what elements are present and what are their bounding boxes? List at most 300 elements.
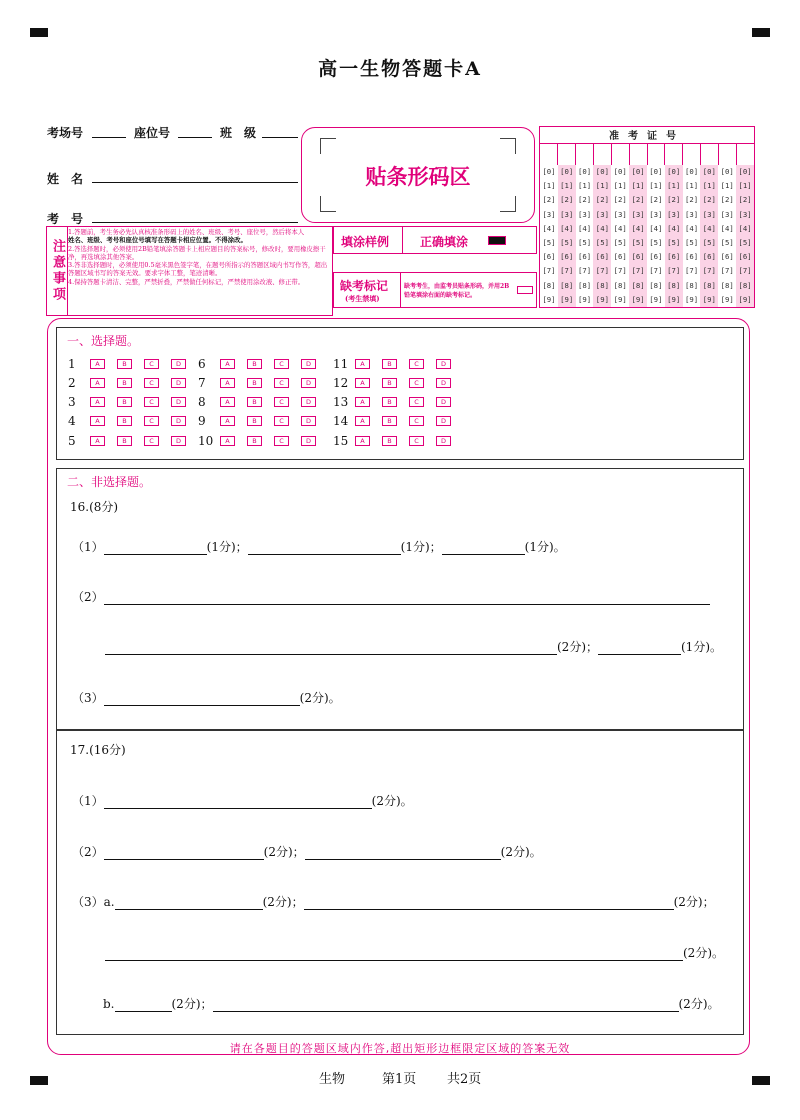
q17-part-3-number: （3） xyxy=(72,895,104,909)
id-bubble[interactable]: [3] xyxy=(629,208,647,222)
absent-mark-box[interactable] xyxy=(517,286,533,294)
id-bubble[interactable]: [3] xyxy=(665,208,683,222)
id-bubble[interactable]: [9] xyxy=(736,293,754,307)
id-bubble[interactable]: [4] xyxy=(665,222,683,236)
name-label: 姓 名 xyxy=(47,172,84,186)
id-bubble[interactable]: [4] xyxy=(629,222,647,236)
answer-blank[interactable] xyxy=(104,593,710,605)
score-note: (2分)； xyxy=(171,997,213,1011)
choice-bubble-a[interactable]: A xyxy=(220,359,235,369)
absent-label: 缺考标记 xyxy=(340,279,389,293)
choice-bubble-a[interactable]: A xyxy=(220,416,235,426)
choice-bubble-c[interactable]: C xyxy=(144,397,159,407)
exam-id-write-row[interactable] xyxy=(540,143,754,165)
answer-blank[interactable] xyxy=(304,898,674,910)
answer-blank[interactable] xyxy=(104,694,300,706)
id-bubble[interactable]: [6] xyxy=(542,252,556,262)
id-bubble[interactable]: [7] xyxy=(684,266,699,276)
registration-mark-bottom-right xyxy=(752,1076,770,1085)
id-bubble[interactable]: [6] xyxy=(649,252,663,262)
id-bubble[interactable]: [6] xyxy=(736,250,754,264)
id-bubble[interactable]: [9] xyxy=(665,293,683,307)
id-bubble[interactable]: [9] xyxy=(577,294,592,304)
answer-blank[interactable] xyxy=(104,543,207,555)
id-digit-cell[interactable] xyxy=(701,143,719,165)
id-bubble[interactable]: [9] xyxy=(593,293,611,307)
notice-items xyxy=(68,228,332,286)
id-bubble[interactable]: [2] xyxy=(558,193,576,207)
choice-bubble-b[interactable]: B xyxy=(382,416,397,426)
choice-bubble-d[interactable]: D xyxy=(436,359,451,369)
id-bubble[interactable]: [0] xyxy=(649,167,663,176)
id-bubble-row xyxy=(540,179,754,193)
id-digit-cell[interactable] xyxy=(540,143,558,165)
id-bubble[interactable]: [9] xyxy=(720,294,734,304)
choice-bubble-d[interactable]: D xyxy=(436,397,451,407)
score-note: (1分)。 xyxy=(681,640,722,654)
id-bubble[interactable]: [9] xyxy=(629,293,647,307)
id-bubble[interactable]: [5] xyxy=(577,237,592,247)
barcode-corner xyxy=(500,196,516,212)
id-bubble[interactable]: [5] xyxy=(684,237,699,247)
choice-bubble-c[interactable]: C xyxy=(144,359,159,369)
id-bubble[interactable]: [7] xyxy=(577,266,592,276)
id-bubble[interactable]: [0] xyxy=(629,165,647,179)
choice-bubble-d[interactable]: D xyxy=(301,436,316,446)
id-bubble[interactable]: [1] xyxy=(736,179,754,193)
id-bubble[interactable]: [1] xyxy=(542,181,556,191)
id-digit-cell[interactable] xyxy=(719,143,737,165)
choice-bubble-c[interactable]: C xyxy=(409,397,424,407)
id-bubble[interactable]: [7] xyxy=(593,264,611,278)
id-bubble[interactable]: [1] xyxy=(665,179,683,193)
choice-question xyxy=(333,433,463,449)
id-bubble[interactable]: [2] xyxy=(665,193,683,207)
score-note: (2分)。 xyxy=(500,845,542,859)
id-bubble[interactable]: [4] xyxy=(577,223,592,233)
exam-room-field[interactable] xyxy=(92,137,126,138)
answer-blank[interactable] xyxy=(105,643,557,655)
id-bubble[interactable]: [7] xyxy=(736,264,754,278)
choice-bubble-c[interactable]: C xyxy=(144,416,159,426)
choice-bubble-d[interactable]: D xyxy=(436,416,451,426)
id-bubble[interactable]: [5] xyxy=(665,236,683,250)
q17-line-1 xyxy=(72,792,413,809)
choice-bubble-a[interactable]: A xyxy=(90,378,105,388)
q16-part-3-number: （3） xyxy=(72,691,104,705)
id-bubble[interactable]: [6] xyxy=(613,252,627,262)
choice-bubble-c[interactable]: C xyxy=(409,359,424,369)
id-bubble[interactable]: [7] xyxy=(542,266,556,276)
fill-sample-label: 填涂样例 xyxy=(341,235,390,249)
choice-bubble-c[interactable]: C xyxy=(274,378,289,388)
choice-bubble-c[interactable]: C xyxy=(274,359,289,369)
choice-bubble-d[interactable]: D xyxy=(171,397,186,407)
q17-line-3 xyxy=(72,893,715,910)
id-bubble[interactable]: [9] xyxy=(558,293,576,307)
choice-bubble-d[interactable]: D xyxy=(171,416,186,426)
id-bubble[interactable]: [1] xyxy=(629,179,647,193)
exam-id-bubble-rows[interactable] xyxy=(540,165,754,307)
id-bubble[interactable]: [4] xyxy=(720,223,734,233)
choice-bubble-c[interactable]: C xyxy=(144,378,159,388)
question-number: 6 xyxy=(198,357,206,371)
subject-label: 生物 xyxy=(319,1072,346,1087)
id-bubble[interactable]: [6] xyxy=(629,250,647,264)
question-number: 3 xyxy=(68,395,76,409)
answer-blank[interactable] xyxy=(104,848,264,860)
question-number: 14 xyxy=(333,414,349,428)
name-field[interactable] xyxy=(92,182,298,183)
question-16-title: 16.(8分) xyxy=(70,500,119,514)
id-bubble[interactable]: [8] xyxy=(613,280,627,290)
choice-bubble-c[interactable]: C xyxy=(274,397,289,407)
page-title: 高一生物答题卡A xyxy=(318,58,482,80)
id-bubble[interactable]: [1] xyxy=(649,181,663,191)
answer-blank[interactable] xyxy=(598,643,681,655)
answer-blank[interactable] xyxy=(213,1000,679,1012)
score-note: (1分)； xyxy=(206,540,248,554)
id-bubble-row xyxy=(540,293,754,307)
id-bubble[interactable]: [5] xyxy=(629,236,647,250)
question-number: 7 xyxy=(198,376,206,390)
id-digit-cell[interactable] xyxy=(648,143,666,165)
exam-number-label: 考 号 xyxy=(47,212,84,226)
id-bubble[interactable]: [4] xyxy=(736,222,754,236)
notice-item xyxy=(68,236,332,244)
choice-bubble-c[interactable]: C xyxy=(274,416,289,426)
question-number: 4 xyxy=(68,414,76,428)
question-17-section xyxy=(56,730,744,1035)
id-bubble[interactable]: [5] xyxy=(613,237,627,247)
choice-question xyxy=(68,394,198,410)
score-note: (2分)； xyxy=(262,895,304,909)
score-note: (1分)。 xyxy=(524,540,566,554)
q16-line-2 xyxy=(72,588,710,605)
id-digit-cell[interactable] xyxy=(665,143,683,165)
choice-bubble-a[interactable]: A xyxy=(90,416,105,426)
choice-bubble-a[interactable]: A xyxy=(90,359,105,369)
answer-blank[interactable] xyxy=(305,848,501,860)
id-bubble[interactable]: [3] xyxy=(593,208,611,222)
notice-item: 3.答非选择题时，必须使用0.5毫米黑色签字笔，在题号所指示的答题区域内书写作答，超出答题区域书写的答案无效。要求字体工整，笔迹清晰。 xyxy=(68,261,328,278)
id-bubble[interactable]: [8] xyxy=(720,280,734,290)
choice-question xyxy=(333,413,463,429)
choice-bubble-a[interactable]: A xyxy=(355,416,370,426)
id-bubble[interactable]: [3] xyxy=(542,209,556,219)
choice-bubble-a[interactable]: A xyxy=(90,397,105,407)
id-bubble[interactable]: [3] xyxy=(700,208,718,222)
question-17-title: 17.(16分) xyxy=(70,743,126,757)
choice-bubble-b[interactable]: B xyxy=(247,378,262,388)
id-bubble[interactable]: [1] xyxy=(720,181,734,191)
exam-number-field[interactable] xyxy=(92,222,298,223)
id-bubble[interactable]: [7] xyxy=(720,266,734,276)
id-bubble[interactable]: [0] xyxy=(684,167,699,176)
id-bubble[interactable]: [0] xyxy=(558,165,576,179)
id-digit-cell[interactable] xyxy=(683,143,701,165)
id-bubble[interactable]: [7] xyxy=(665,264,683,278)
answer-blank[interactable] xyxy=(105,949,683,961)
choice-bubble-b[interactable]: B xyxy=(247,397,262,407)
id-bubble[interactable]: [9] xyxy=(542,294,556,304)
id-bubble[interactable]: [7] xyxy=(613,266,627,276)
registration-mark-top-left xyxy=(30,28,48,37)
score-note: (2分)。 xyxy=(371,794,413,808)
barcode-corner xyxy=(500,138,516,154)
id-bubble[interactable]: [3] xyxy=(720,209,734,219)
choice-bubble-d[interactable]: D xyxy=(171,359,186,369)
choice-bubble-c[interactable]: C xyxy=(274,436,289,446)
id-digit-cell[interactable] xyxy=(630,143,648,165)
id-digit-cell[interactable] xyxy=(576,143,594,165)
score-note: (1分)； xyxy=(400,540,442,554)
id-bubble[interactable]: [2] xyxy=(684,195,699,205)
choice-bubble-b[interactable]: B xyxy=(117,378,132,388)
choice-bubble-a[interactable]: A xyxy=(355,397,370,407)
choice-question xyxy=(198,375,328,391)
choice-bubble-b[interactable]: B xyxy=(382,436,397,446)
choice-bubble-b[interactable]: B xyxy=(117,359,132,369)
id-bubble[interactable]: [4] xyxy=(542,223,556,233)
id-bubble[interactable]: [4] xyxy=(700,222,718,236)
score-note: (2分)。 xyxy=(299,691,341,705)
question-number: 2 xyxy=(68,376,76,390)
answer-area-warning: 请在各题目的答题区域内作答,超出矩形边框限定区域的答案无效 xyxy=(229,1042,571,1055)
id-bubble[interactable]: [5] xyxy=(720,237,734,247)
choice-bubble-b[interactable]: B xyxy=(117,416,132,426)
choice-question xyxy=(198,356,328,372)
q17-line-2 xyxy=(72,843,542,860)
q17-line-5 xyxy=(103,995,720,1012)
id-bubble[interactable]: [3] xyxy=(577,209,592,219)
choice-bubble-b[interactable]: B xyxy=(247,436,262,446)
id-bubble[interactable]: [3] xyxy=(736,208,754,222)
id-bubble[interactable]: [2] xyxy=(700,193,718,207)
id-bubble[interactable]: [5] xyxy=(558,236,576,250)
id-bubble[interactable]: [5] xyxy=(700,236,718,250)
choice-bubble-d[interactable]: D xyxy=(301,359,316,369)
absent-sub-label: (考生禁填) xyxy=(345,294,380,303)
choice-bubble-b[interactable]: B xyxy=(117,436,132,446)
id-bubble[interactable]: [0] xyxy=(593,165,611,179)
choice-question xyxy=(198,394,328,410)
choice-bubble-b[interactable]: B xyxy=(117,397,132,407)
choice-bubble-b[interactable]: B xyxy=(382,359,397,369)
absent-divider xyxy=(400,272,401,308)
choice-question xyxy=(198,433,328,449)
id-bubble-row xyxy=(540,165,754,179)
choice-bubble-a[interactable]: A xyxy=(220,436,235,446)
id-bubble[interactable]: [7] xyxy=(629,264,647,278)
q16-part-2-number: （2） xyxy=(72,590,104,604)
id-bubble[interactable]: [0] xyxy=(665,165,683,179)
q16-line-1 xyxy=(72,538,566,555)
q17-part-3-prefix: a. xyxy=(103,895,115,909)
id-bubble[interactable]: [0] xyxy=(542,167,556,176)
id-bubble[interactable]: [5] xyxy=(736,236,754,250)
exam-id-title: 准考证号 xyxy=(609,131,685,142)
answer-blank[interactable] xyxy=(115,1000,172,1012)
id-bubble[interactable]: [1] xyxy=(577,181,592,191)
id-bubble[interactable]: [8] xyxy=(593,279,611,293)
choice-bubble-b[interactable]: B xyxy=(382,397,397,407)
answer-blank[interactable] xyxy=(104,797,372,809)
choice-bubble-a[interactable]: A xyxy=(220,378,235,388)
choice-bubble-b[interactable]: B xyxy=(247,416,262,426)
choice-bubble-a[interactable]: A xyxy=(220,397,235,407)
id-bubble-row xyxy=(540,208,754,222)
id-bubble[interactable]: [3] xyxy=(649,209,663,219)
id-bubble[interactable]: [2] xyxy=(593,193,611,207)
correct-fill-sample xyxy=(488,236,506,245)
seat-field[interactable] xyxy=(178,137,212,138)
choice-bubble-c[interactable]: C xyxy=(409,416,424,426)
id-bubble[interactable]: [2] xyxy=(720,195,734,205)
exam-id-grid[interactable] xyxy=(540,143,754,307)
choice-bubble-d[interactable]: D xyxy=(301,397,316,407)
id-bubble[interactable]: [8] xyxy=(558,279,576,293)
id-bubble[interactable]: [6] xyxy=(577,252,592,262)
non-choice-section-title: 二、非选择题。 xyxy=(67,475,152,489)
barcode-corner xyxy=(320,138,336,154)
id-bubble[interactable]: [5] xyxy=(593,236,611,250)
id-bubble[interactable]: [3] xyxy=(558,208,576,222)
choice-bubble-c[interactable]: C xyxy=(144,436,159,446)
answer-blank[interactable] xyxy=(248,543,401,555)
id-bubble[interactable]: [1] xyxy=(613,181,627,191)
score-note: (2分)； xyxy=(673,895,715,909)
id-bubble[interactable]: [9] xyxy=(649,294,663,304)
id-bubble[interactable]: [1] xyxy=(684,181,699,191)
id-digit-cell[interactable] xyxy=(558,143,576,165)
q16-line-3 xyxy=(72,689,341,706)
id-bubble[interactable]: [8] xyxy=(577,280,592,290)
choice-bubble-d[interactable]: D xyxy=(301,378,316,388)
id-bubble[interactable]: [6] xyxy=(593,250,611,264)
id-bubble[interactable]: [3] xyxy=(684,209,699,219)
id-bubble[interactable]: [8] xyxy=(542,280,556,290)
id-bubble[interactable]: [5] xyxy=(542,237,556,247)
id-bubble[interactable]: [9] xyxy=(700,293,718,307)
id-bubble[interactable]: [3] xyxy=(613,209,627,219)
id-bubble[interactable]: [6] xyxy=(720,252,734,262)
choice-question xyxy=(68,375,198,391)
id-bubble[interactable]: [9] xyxy=(684,294,699,304)
id-bubble[interactable]: [0] xyxy=(700,165,718,179)
choice-bubble-a[interactable]: A xyxy=(355,436,370,446)
choice-bubble-c[interactable]: C xyxy=(409,378,424,388)
id-bubble[interactable]: [7] xyxy=(649,266,663,276)
choice-bubble-d[interactable]: D xyxy=(436,378,451,388)
score-note: (2分)； xyxy=(557,640,598,654)
choice-question xyxy=(68,433,198,449)
id-bubble-row xyxy=(540,279,754,293)
id-digit-cell[interactable] xyxy=(594,143,612,165)
q17-part-b-prefix: b. xyxy=(103,997,115,1011)
choice-bubble-a[interactable]: A xyxy=(355,378,370,388)
id-bubble[interactable]: [8] xyxy=(629,279,647,293)
answer-blank[interactable] xyxy=(115,898,263,910)
choice-bubble-a[interactable]: A xyxy=(90,436,105,446)
id-bubble[interactable]: [2] xyxy=(629,193,647,207)
id-bubble[interactable]: [7] xyxy=(700,264,718,278)
id-bubble-row xyxy=(540,236,754,250)
id-bubble[interactable]: [8] xyxy=(649,280,663,290)
id-bubble[interactable]: [7] xyxy=(558,264,576,278)
id-bubble[interactable]: [6] xyxy=(684,252,699,262)
choice-question xyxy=(68,356,198,372)
choice-question xyxy=(333,394,463,410)
choice-bubble-c[interactable]: C xyxy=(409,436,424,446)
id-bubble-row xyxy=(540,222,754,236)
answer-blank[interactable] xyxy=(442,543,525,555)
id-bubble[interactable]: [6] xyxy=(665,250,683,264)
choice-question xyxy=(198,413,328,429)
id-bubble[interactable]: [8] xyxy=(665,279,683,293)
id-bubble[interactable]: [2] xyxy=(736,193,754,207)
choice-bubble-d[interactable]: D xyxy=(171,436,186,446)
q16-part-1-number: （1） xyxy=(72,540,104,554)
choice-bubble-a[interactable]: A xyxy=(355,359,370,369)
score-note: (2分)。 xyxy=(683,946,724,960)
choice-question xyxy=(68,413,198,429)
id-bubble[interactable]: [0] xyxy=(720,167,734,176)
notice-item-emphasis: 姓名、班级、考号和座位号填写在答题卡相应位置。不得涂改。 xyxy=(68,236,247,245)
id-bubble[interactable]: [2] xyxy=(577,195,592,205)
choice-bubble-d[interactable]: D xyxy=(301,416,316,426)
page-number: 第1页 xyxy=(382,1072,417,1087)
id-bubble[interactable]: [6] xyxy=(700,250,718,264)
id-bubble[interactable]: [6] xyxy=(558,250,576,264)
id-bubble[interactable]: [1] xyxy=(700,179,718,193)
id-bubble[interactable]: [2] xyxy=(613,195,627,205)
id-bubble[interactable]: [8] xyxy=(736,279,754,293)
id-bubble[interactable]: [0] xyxy=(577,167,592,176)
id-bubble[interactable]: [4] xyxy=(593,222,611,236)
choice-question xyxy=(333,356,463,372)
question-number: 10 xyxy=(198,434,214,448)
id-bubble[interactable]: [4] xyxy=(613,223,627,233)
id-bubble[interactable]: [2] xyxy=(649,195,663,205)
id-digit-cell[interactable] xyxy=(612,143,630,165)
id-bubble[interactable]: [4] xyxy=(558,222,576,236)
choice-bubble-b[interactable]: B xyxy=(247,359,262,369)
id-bubble[interactable]: [4] xyxy=(684,223,699,233)
q17-line-4 xyxy=(105,944,724,961)
id-bubble[interactable]: [1] xyxy=(558,179,576,193)
id-digit-cell[interactable] xyxy=(737,143,754,165)
id-bubble[interactable]: [8] xyxy=(684,280,699,290)
id-bubble[interactable]: [2] xyxy=(542,195,556,205)
id-bubble[interactable]: [0] xyxy=(736,165,754,179)
id-bubble[interactable]: [0] xyxy=(613,167,627,176)
id-bubble[interactable]: [9] xyxy=(613,294,627,304)
class-field[interactable] xyxy=(262,137,298,138)
q17-part-1-number: （1） xyxy=(72,794,104,808)
id-bubble[interactable]: [8] xyxy=(700,279,718,293)
barcode-area xyxy=(301,127,535,223)
fill-sample-divider xyxy=(402,226,403,254)
id-bubble[interactable]: [4] xyxy=(649,223,663,233)
question-number: 9 xyxy=(198,414,206,428)
registration-mark-top-right xyxy=(752,28,770,37)
choice-bubble-d[interactable]: D xyxy=(436,436,451,446)
id-bubble[interactable]: [1] xyxy=(593,179,611,193)
choice-bubble-b[interactable]: B xyxy=(382,378,397,388)
choice-bubble-d[interactable]: D xyxy=(171,378,186,388)
id-bubble[interactable]: [5] xyxy=(649,237,663,247)
